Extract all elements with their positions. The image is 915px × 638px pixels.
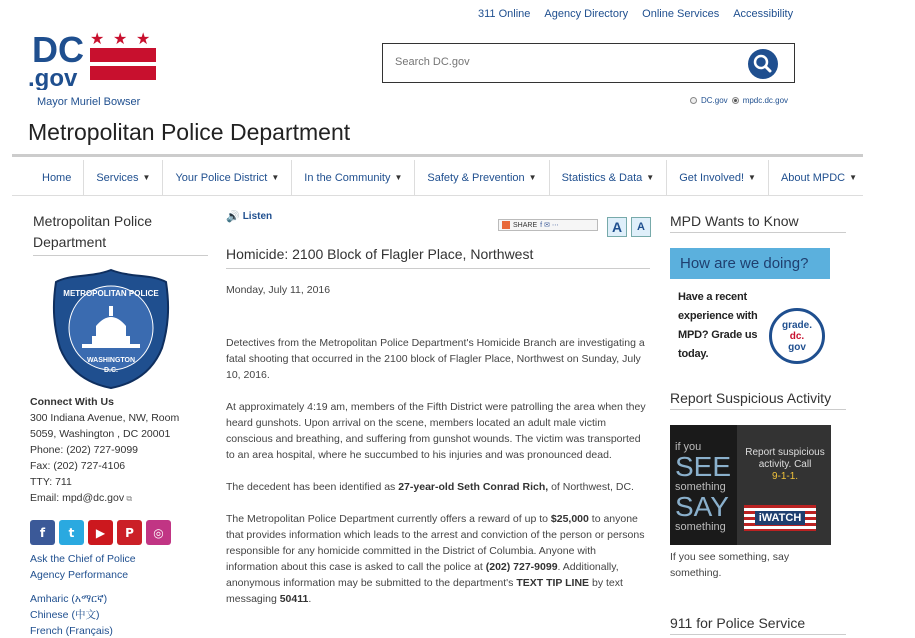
svg-text:★: ★ [113,31,128,48]
badge-dc-text: D.C. [104,367,118,374]
search-scope [690,96,788,105]
text-run: The decedent has been identified as [226,481,399,493]
svg-text:.gov: .gov [28,65,78,90]
survey-text[interactable]: Have a recent experience with MPD? Grade us today. [678,291,758,360]
article-date: Monday, July 11, 2016 [226,284,331,296]
text-run: of Northwest, DC. [548,481,634,493]
article-paragraph [226,511,650,607]
radio-dcgov[interactable] [690,97,697,104]
survey-banner[interactable] [670,248,830,279]
see-something-banner[interactable] [670,425,831,545]
article-paragraph [226,479,650,495]
search-icon [748,49,778,79]
mpd-wants-to-know-heading: MPD Wants to Know [670,213,846,233]
font-larger-button[interactable]: A [607,217,627,237]
survey-banner-label: How are we doing? [680,255,809,272]
caret-down-icon: ▼ [142,173,151,182]
iwatch-logo [744,505,816,531]
dc-gov-logo[interactable] [28,28,158,90]
nav-label: Get Involved! [679,171,745,184]
mayor-name[interactable]: Mayor Muriel Bowser [37,96,141,108]
link-french[interactable]: French (Français) [30,625,113,637]
text-run: . Additionally, anonymous information may be submitted to the department's [226,561,619,589]
title-divider [12,154,863,157]
report-suspicious-heading: Report Suspicious Activity [670,390,846,410]
police-phone: (202) 727-9099 [485,561,558,573]
connect-heading: Connect With Us [30,396,114,408]
nav-statistics-data[interactable] [550,160,668,195]
svg-text:★: ★ [136,31,151,48]
social-links [30,520,171,545]
text-run: . [308,593,312,605]
youtube-icon[interactable]: ▶ [88,520,113,545]
contact-info [30,394,220,507]
nav-label: Safety & Prevention [427,171,525,184]
slogan-text: SAY [675,491,729,522]
caret-down-icon: ▼ [748,173,756,182]
search-input[interactable] [395,56,735,68]
see-something-slogan [670,425,737,545]
listen-button[interactable] [226,210,272,223]
link-online-services[interactable]: Online Services [642,8,720,20]
nav-label: Home [42,171,72,184]
report-line: Report suspicious activity. Call [745,447,825,470]
grade-text: dc. [789,330,805,342]
link-ask-chief[interactable]: Ask the Chief of Police [30,553,136,565]
grade-text: grade. [781,319,812,331]
site-title[interactable]: Metropolitan Police Department [28,119,351,145]
badge-top-text: METROPOLITAN POLICE [63,289,159,298]
pinterest-icon[interactable]: P [117,520,142,545]
nav-label: In the Community [304,171,391,184]
nav-label: Your Police District [175,171,268,184]
reward-amount: $25,000 [550,513,589,525]
twitter-icon[interactable]: t [59,520,84,545]
radio-dcgov-label: DC.gov [701,96,728,105]
search-button[interactable] [748,49,778,79]
link-chinese[interactable]: Chinese (中文) [30,609,100,621]
share-services-icon: f ✉ ⋯ [540,222,559,229]
fax: Fax: (202) 727-4106 [30,460,126,472]
nav-label: Statistics & Data [561,171,643,184]
nav-in-the-community[interactable] [292,160,415,195]
nav-home[interactable] [30,160,84,195]
share-icon [502,221,510,229]
nav-divider [12,195,863,196]
article-headline: Homicide: 2100 Block of Flagler Place, Northwest [226,246,650,269]
svg-text:★: ★ [90,31,105,48]
text-run: to anyone that provides information which leads to the arrest and conviction of the person or persons responsible for any homicide committed in the District of Columbia. Anyone with information about this case is asked to call the police at [226,513,645,573]
nav-about-mpdc[interactable] [769,160,869,195]
radio-mpdc[interactable] [732,97,739,104]
caret-down-icon: ▼ [646,173,655,182]
instagram-icon[interactable]: ◎ [146,520,171,545]
email-link[interactable]: Email: mpd@dc.gov [30,492,125,504]
caret-down-icon: ▼ [528,173,537,182]
grade-dc-gov-logo[interactable] [769,308,825,364]
font-smaller-button[interactable]: A [631,217,651,237]
external-link-icon: ⧉ [124,494,133,503]
sidebar-links [30,551,136,638]
slogan-text: something [675,481,726,493]
victim-name: 27-year-old Seth Conrad Rich, [398,481,549,493]
tip-number: 50411 [279,593,309,605]
nav-label: About MPDC [780,171,846,184]
nav-get-involved[interactable] [667,160,769,195]
tty: TTY: 711 [30,476,72,488]
nav-services[interactable] [84,160,163,195]
link-agency-directory[interactable]: Agency Directory [544,8,629,20]
utility-links [478,8,793,20]
article-body [226,335,650,623]
share-label: SHARE [513,221,538,229]
facebook-icon[interactable]: f [30,520,55,545]
mpd-badge-logo [52,268,170,390]
phone: Phone: (202) 727-9099 [30,444,138,456]
main-nav [30,160,869,195]
slogan-text: if you [675,441,702,453]
police-service-heading: 911 for Police Service [670,615,846,635]
caret-down-icon: ▼ [849,173,858,182]
link-accessibility[interactable]: Accessibility [733,8,794,20]
address-line: 300 Indiana Avenue, NW, Room [30,412,180,424]
article-paragraph: At approximately 4:19 am, members of the Fifth District were patrolling the area when they heard gunshots. Upon arrival on the scene, members located an adult male victim conscious and breathing, and suffering from gunshot wounds. The victim was transported to an area hospital, where he succumbed to his injuries and was pronounced dead. [226,401,646,461]
badge-bottom-text: WASHINGTON [86,357,136,364]
iwatch-label: iWATCH [755,511,806,525]
nav-your-police-district[interactable] [163,160,292,195]
grade-text: gov [788,341,806,353]
sidebar-title: Metropolitan Police Department [33,211,208,256]
nav-safety-prevention[interactable] [415,160,549,195]
report-call-text [742,447,828,483]
nav-label: Services [96,171,139,184]
svg-text:DC: DC [32,29,84,70]
text-run: The Metropolitan Police Department currently offers a reward of up to [226,513,551,525]
caret-down-icon: ▼ [271,173,280,182]
text-run: by text messaging [226,577,623,605]
radio-mpdc-label: mpdc.dc.gov [742,96,789,105]
caret-down-icon: ▼ [394,173,403,182]
slogan-text: SEE [675,451,732,482]
speaker-icon: 🔊 [226,211,240,223]
slogan-text: something [675,521,726,533]
listen-label: Listen [242,211,273,222]
link-311-online[interactable]: 311 Online [478,8,531,20]
call-number: 9-1-1. [771,471,799,482]
tip-line: TEXT TIP LINE [516,577,590,589]
link-amharic[interactable]: Amharic (አማርኛ) [30,593,108,605]
share-button[interactable] [498,219,598,231]
article-paragraph: Detectives from the Metropolitan Police Department's Homicide Branch are investigating a fatal shooting that occurred in the 2100 block of Flagler Place, Northwest on Sunday, July 10, 2016. [226,337,645,381]
search-box [382,43,795,83]
address-line: 5059, Washington , DC 20001 [30,428,171,440]
link-agency-performance[interactable]: Agency Performance [30,569,129,581]
see-something-caption: If you see something, say something. [670,551,790,579]
